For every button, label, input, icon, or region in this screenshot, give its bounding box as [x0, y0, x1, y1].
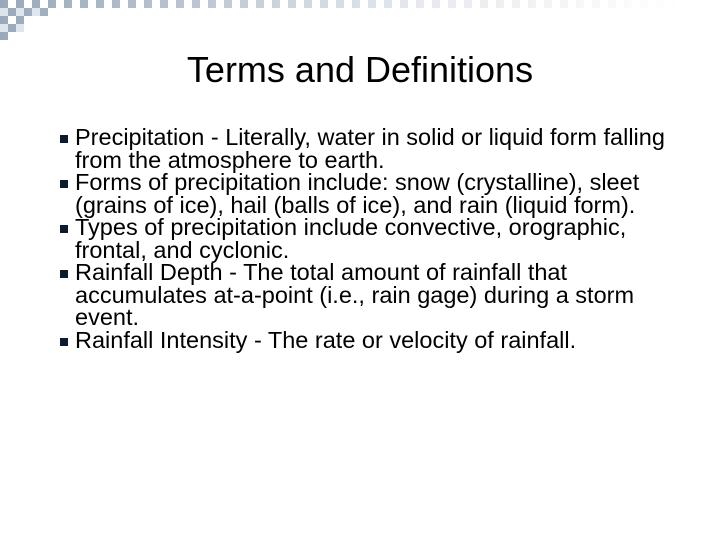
- square-bullet-icon: [60, 135, 68, 143]
- square-bullet-icon: [60, 270, 68, 278]
- list-item: [60, 171, 700, 216]
- square-bullet-icon: [60, 180, 68, 188]
- bullet-text: Types of precipitation include convective, orographic, frontal, and cyclonic.: [75, 214, 627, 263]
- bullet-text: Rainfall Intensity - The rate or velocity of rainfall.: [75, 326, 577, 353]
- square-bullet-icon: [60, 225, 68, 233]
- list-item: [60, 261, 700, 329]
- bullet-text: Precipitation - Literally, water in solid or liquid form falling from the atmosphere to earth.: [75, 124, 665, 173]
- bullet-text: Rainfall Depth - The total amount of rainfall that accumulates at-a-point (i.e., rain gage) during a storm event.: [75, 259, 635, 330]
- slide-title: Terms and Definitions: [186, 49, 534, 90]
- square-bullet-icon: [60, 338, 68, 346]
- list-item: [60, 326, 700, 353]
- list-item: [60, 216, 700, 261]
- bullet-list: [60, 126, 700, 351]
- list-item: [60, 126, 700, 171]
- decorative-checker-band: [0, 0, 720, 40]
- bullet-text: Forms of precipitation include: snow (crystalline), sleet (grains of ice), hail (balls of ice), and rain (liquid form).: [75, 169, 640, 218]
